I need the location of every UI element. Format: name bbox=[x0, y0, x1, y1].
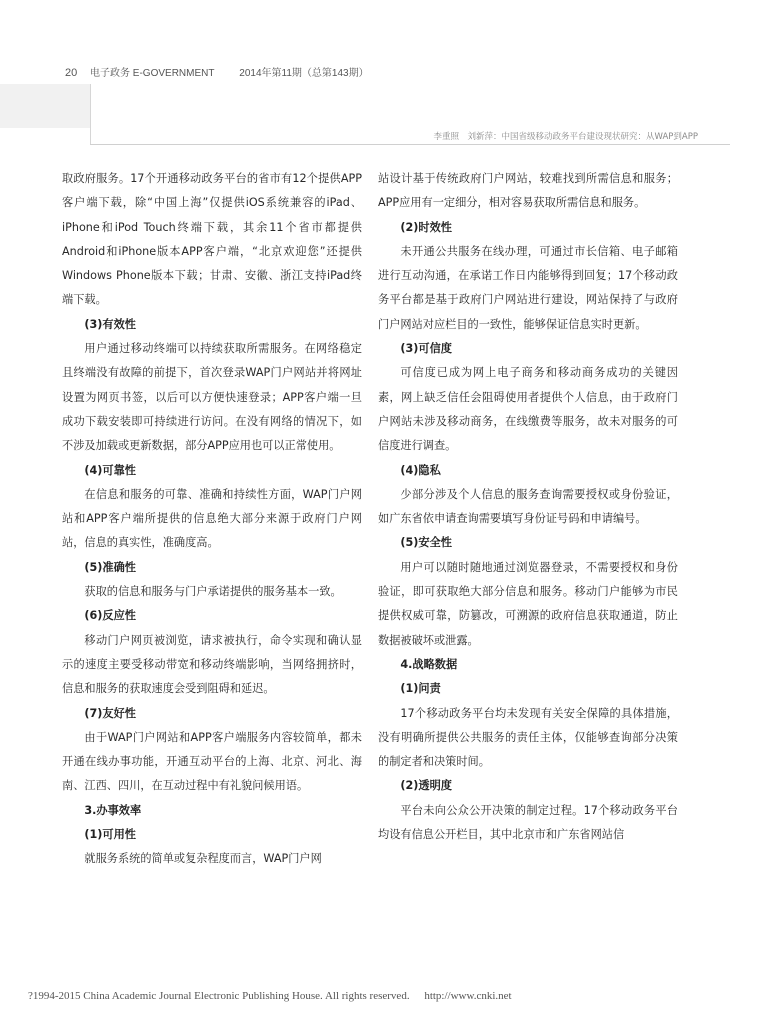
paragraph: 可信度已成为网上电子商务和移动商务成功的关键因素，网上缺乏信任会阻碍使用者提供个人信息，由于政府门户网站未涉及移动商务，在线缴费等服务，故未对服务的可信度进行调查。 bbox=[378, 366, 678, 453]
page-header bbox=[65, 64, 369, 79]
section-heading: (3)有效性 bbox=[84, 317, 136, 331]
footer-url: http://www.cnki.net bbox=[424, 990, 512, 1002]
paragraph: 平台未向公众公开决策的制定过程。17个移动政务平台均设有信息公开栏目，其中北京市和广东省网站信 bbox=[378, 803, 678, 842]
section-heading: (3)可信度 bbox=[400, 342, 452, 356]
copyright-notice: ?1994-2015 China Academic Journal Electronic Publishing House. All rights reserved. bbox=[28, 990, 410, 1002]
paragraph: 移动门户网页被浏览，请求被执行，命令实现和确认显示的速度主要受移动带宽和移动终端影响，当网络拥挤时，信息和服务的获取速度会受到阻碍和延迟。 bbox=[62, 633, 362, 696]
paragraph: 少部分涉及个人信息的服务查询需要授权或身份验证，如广东省依申请查询需要填写身份证号码和申请编号。 bbox=[378, 487, 678, 526]
section-heading: (4)可靠性 bbox=[84, 463, 136, 477]
paragraph: 就服务系统的简单或复杂程度而言，WAP门户网 bbox=[84, 852, 322, 866]
paragraph: 17个移动政务平台均未发现有关安全保障的具体措施，没有明确所提供公共服务的责任主体，仅能够查询部分决策的制定者和决策时间。 bbox=[378, 706, 678, 769]
paragraph: 取政府服务。17个开通移动政务平台的省市有12个提供APP客户端下载，除“中国上海”仅提供iOS系统兼容的iPad、iPhone和iPod Touch终端下载，其余11个省市都提供Android和iPhone版本APP客户端，“北京欢迎您”还提供Windows Phone版本下载；甘肃、安徽、浙江支持iPad终端下载。 bbox=[62, 172, 362, 307]
paragraph: 站设计基于传统政府门户网站，较难找到所需信息和服务；APP应用有一定细分，相对容易获取所需信息和服务。 bbox=[378, 172, 678, 210]
right-text-column bbox=[378, 167, 678, 847]
running-head: 李重照 刘新萍：中国省级移动政务平台建设现状研究：从WAP到APP bbox=[433, 132, 698, 142]
journal-title: 电子政务 E-GOVERNMENT bbox=[90, 68, 215, 79]
paragraph: 用户可以随时随地通过浏览器登录，不需要授权和身份验证，即可获取绝大部分信息和服务。移动门户能够为市民提供权威可靠，防篡改，可溯源的政府信息获取通道，防止数据被破坏或泄露。 bbox=[378, 560, 678, 647]
section-heading: (1)可用性 bbox=[84, 828, 136, 842]
section-heading: (4)隐私 bbox=[400, 463, 441, 477]
header-vertical-rule bbox=[90, 84, 91, 144]
header-horizontal-rule bbox=[90, 144, 730, 145]
section-heading: (5)安全性 bbox=[400, 536, 452, 550]
page-number: 20 bbox=[65, 67, 78, 79]
section-heading: 3.办事效率 bbox=[84, 803, 142, 817]
paragraph: 由于WAP门户网站和APP客户端服务内容较简单，都未开通在线办事功能，开通互动平台的上海、北京、河北、海南、江西、四川，在互动过程中有礼貌问候用语。 bbox=[62, 730, 362, 793]
issue-info: 2014年第11期（总第143期） bbox=[239, 68, 369, 79]
page-footer bbox=[28, 990, 512, 1002]
section-heading: (5)准确性 bbox=[84, 560, 136, 574]
section-heading: (6)反应性 bbox=[84, 609, 136, 623]
section-heading: (7)友好性 bbox=[84, 706, 136, 720]
section-heading: (1)问责 bbox=[400, 682, 441, 696]
paragraph: 用户通过移动终端可以持续获取所需服务。在网络稳定且终端没有故障的前提下，首次登录WAP门户网站并将网址设置为网页书签，以后可以方便快速登录；APP客户端一旦成功下载安装即可持续进行访问。在没有网络的情况下，如不涉及加载或更新数据，部分APP应用也可以正常使用。 bbox=[62, 342, 362, 453]
section-heading: (2)透明度 bbox=[400, 779, 452, 793]
section-heading: 4.战略数据 bbox=[400, 657, 458, 671]
header-decoration-bar bbox=[0, 84, 90, 128]
paragraph: 在信息和服务的可靠、准确和持续性方面，WAP门户网站和APP客户端所提供的信息绝大部分来源于政府门户网站，信息的真实性，准确度高。 bbox=[62, 487, 362, 550]
section-heading: (2)时效性 bbox=[400, 220, 452, 234]
left-text-column bbox=[62, 167, 362, 872]
paragraph: 获取的信息和服务与门户承诺提供的服务基本一致。 bbox=[84, 585, 342, 599]
paragraph: 未开通公共服务在线办理，可通过市长信箱、电子邮箱进行互动沟通，在承诺工作日内能够得到回复；17个移动政务平台都是基于政府门户网站进行建设，网站保持了与政府门户网站对应栏目的一致性，能够保证信息实时更新。 bbox=[378, 244, 678, 331]
